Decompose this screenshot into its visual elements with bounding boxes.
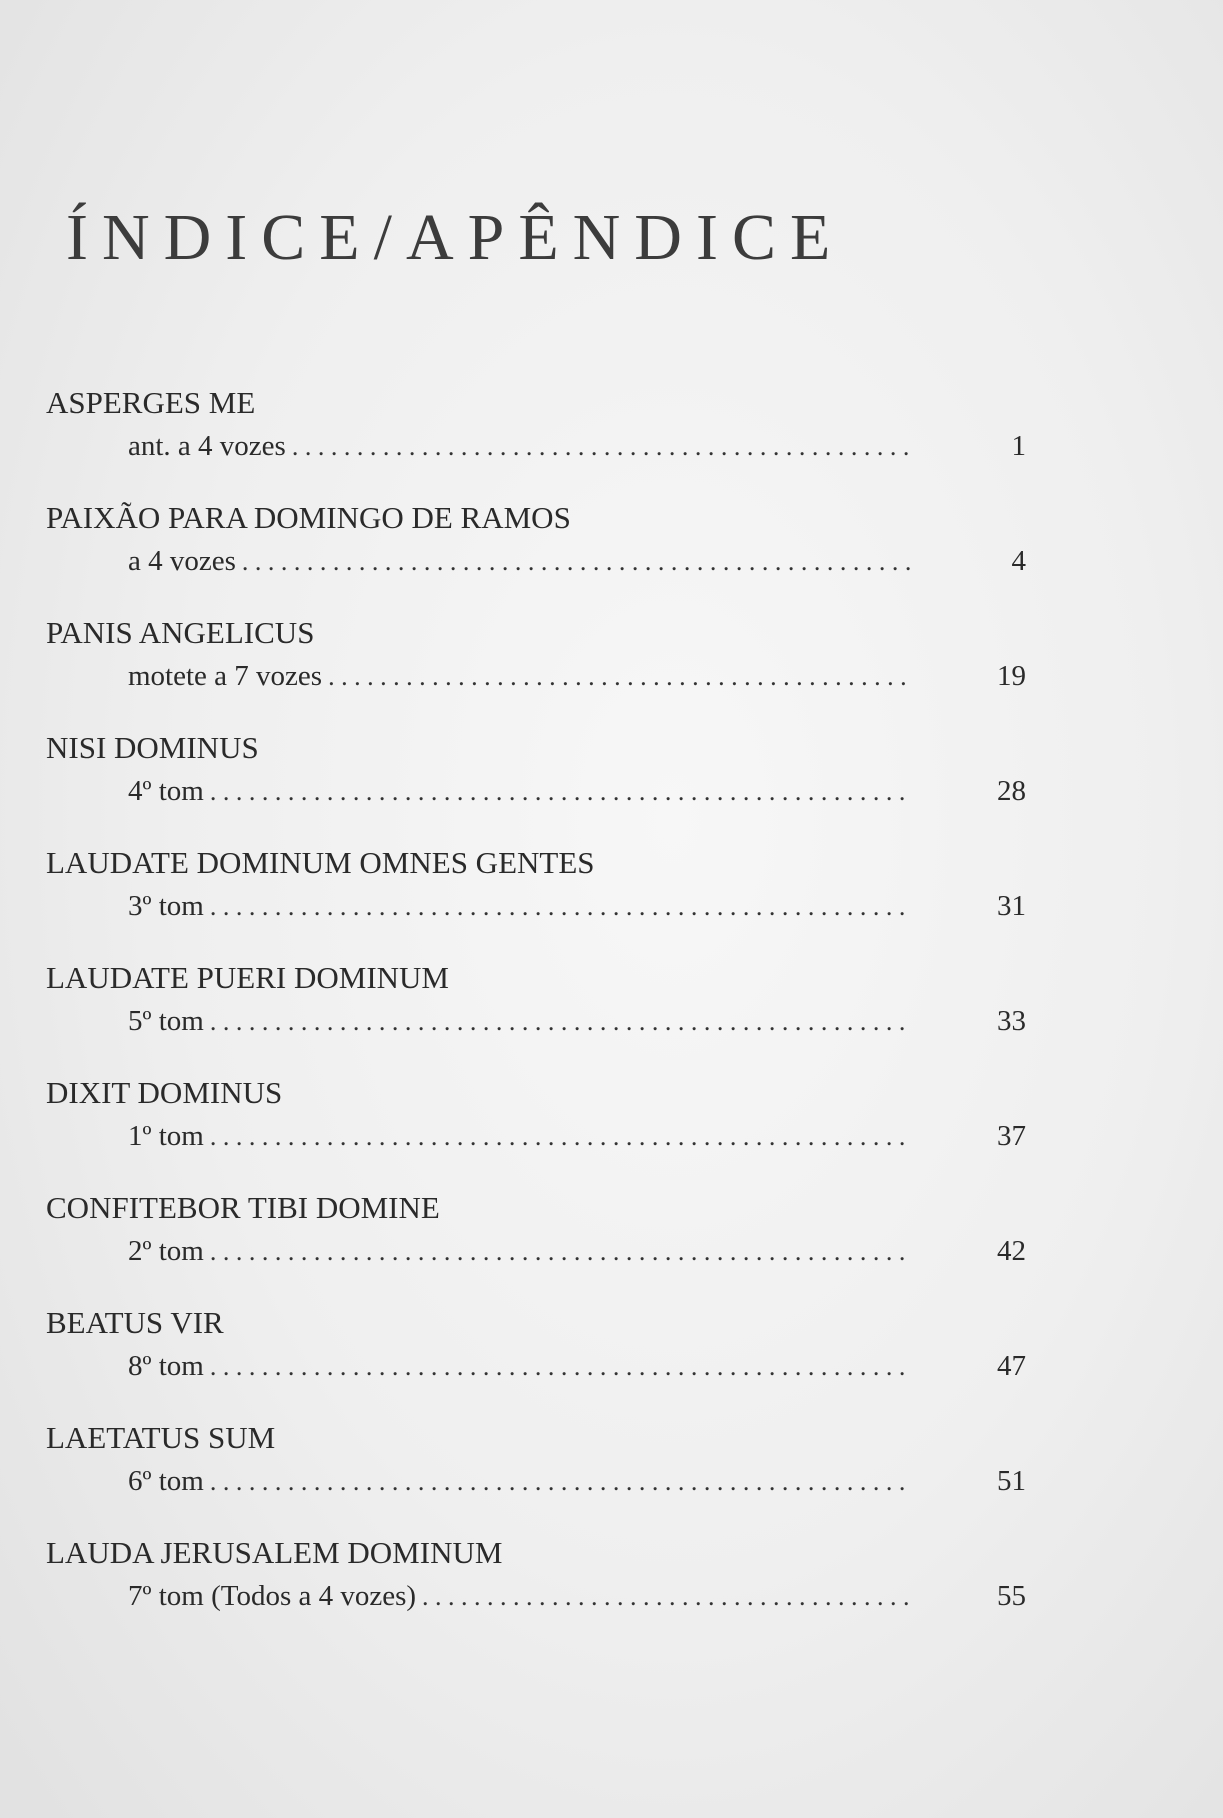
entry-leader <box>128 1115 910 1157</box>
entry-leader <box>128 1230 910 1272</box>
entry-leader <box>128 655 910 697</box>
entry-subtitle: motete a 7 vozes <box>128 660 323 692</box>
entry-subtitle: ant. a 4 vozes <box>128 430 286 462</box>
entry-subtitle: 4º tom <box>128 775 204 807</box>
entry-row <box>46 1000 1026 1042</box>
entry-title: BEATUS VIR <box>46 1305 224 1340</box>
entry-leader <box>128 1575 910 1617</box>
entry-row <box>46 425 1026 467</box>
dot-leader <box>286 426 910 467</box>
entry-page-number: 51 <box>997 1465 1026 1497</box>
dot-leader <box>322 656 910 697</box>
entry-subtitle: 1º tom <box>128 1120 204 1152</box>
entry-leader <box>128 770 910 812</box>
entry-title: LAUDATE PUERI DOMINUM <box>46 960 449 995</box>
entry-page-number: 28 <box>997 775 1026 807</box>
toc-entry <box>46 1533 1026 1648</box>
entry-subtitle: a 4 vozes <box>128 545 236 577</box>
entry-leader <box>128 425 910 467</box>
dot-leader <box>204 1116 910 1157</box>
entry-leader <box>128 885 910 927</box>
entry-page-number: 42 <box>997 1235 1026 1267</box>
toc-entry <box>46 1303 1026 1418</box>
dot-leader <box>204 1001 910 1042</box>
toc-entry <box>46 1188 1026 1303</box>
toc-entry <box>46 728 1026 843</box>
entry-leader <box>128 1000 910 1042</box>
entry-page-number: 33 <box>997 1005 1026 1037</box>
entry-row <box>46 1230 1026 1272</box>
entry-row <box>46 1575 1026 1617</box>
entry-subtitle: 8º tom <box>128 1350 204 1382</box>
dot-leader <box>204 1231 910 1272</box>
entry-subtitle: 7º tom (Todos a 4 vozes) <box>128 1580 417 1612</box>
entry-page-number: 1 <box>1011 430 1026 462</box>
entry-page-number: 55 <box>997 1580 1026 1612</box>
toc-entry <box>46 498 1026 613</box>
entry-page-number: 19 <box>997 660 1026 692</box>
entry-row <box>46 655 1026 697</box>
entry-subtitle: 5º tom <box>128 1005 204 1037</box>
entry-subtitle: 6º tom <box>128 1465 204 1497</box>
dot-leader <box>204 1461 910 1502</box>
toc-entry <box>46 843 1026 958</box>
entry-leader <box>128 540 910 582</box>
entry-title: LAUDATE DOMINUM OMNES GENTES <box>46 845 595 880</box>
entry-row <box>46 1115 1026 1157</box>
entry-subtitle: 2º tom <box>128 1235 204 1267</box>
toc-entry <box>46 958 1026 1073</box>
entry-title: DIXIT DOMINUS <box>46 1075 283 1110</box>
entry-title: PANIS ANGELICUS <box>46 615 315 650</box>
entry-title: CONFITEBOR TIBI DOMINE <box>46 1190 440 1225</box>
entry-title: NISI DOMINUS <box>46 730 259 765</box>
entry-row <box>46 885 1026 927</box>
dot-leader <box>204 1346 910 1387</box>
entry-subtitle: 3º tom <box>128 890 204 922</box>
entry-title: LAETATUS SUM <box>46 1420 276 1455</box>
entry-page-number: 4 <box>1011 545 1026 577</box>
entry-title: LAUDA JERUSALEM DOMINUM <box>46 1535 503 1570</box>
entry-page-number: 37 <box>997 1120 1026 1152</box>
entry-row <box>46 1460 1026 1502</box>
entry-title: PAIXÃO PARA DOMINGO DE RAMOS <box>46 500 571 535</box>
entry-page-number: 47 <box>997 1350 1026 1382</box>
toc-entry <box>46 613 1026 728</box>
page-title: ÍNDICE/APÊNDICE <box>66 201 845 274</box>
toc-entry <box>46 1073 1026 1188</box>
dot-leader <box>236 541 910 582</box>
dot-leader <box>204 771 910 812</box>
entry-row <box>46 770 1026 812</box>
table-of-contents <box>46 383 1026 1648</box>
toc-entry <box>46 1418 1026 1533</box>
entry-leader <box>128 1345 910 1387</box>
entry-page-number: 31 <box>997 890 1026 922</box>
entry-row <box>46 1345 1026 1387</box>
entry-leader <box>128 1460 910 1502</box>
toc-entry <box>46 383 1026 498</box>
entry-title: ASPERGES ME <box>46 385 256 420</box>
dot-leader <box>416 1576 910 1617</box>
dot-leader <box>204 886 910 927</box>
entry-row <box>46 540 1026 582</box>
